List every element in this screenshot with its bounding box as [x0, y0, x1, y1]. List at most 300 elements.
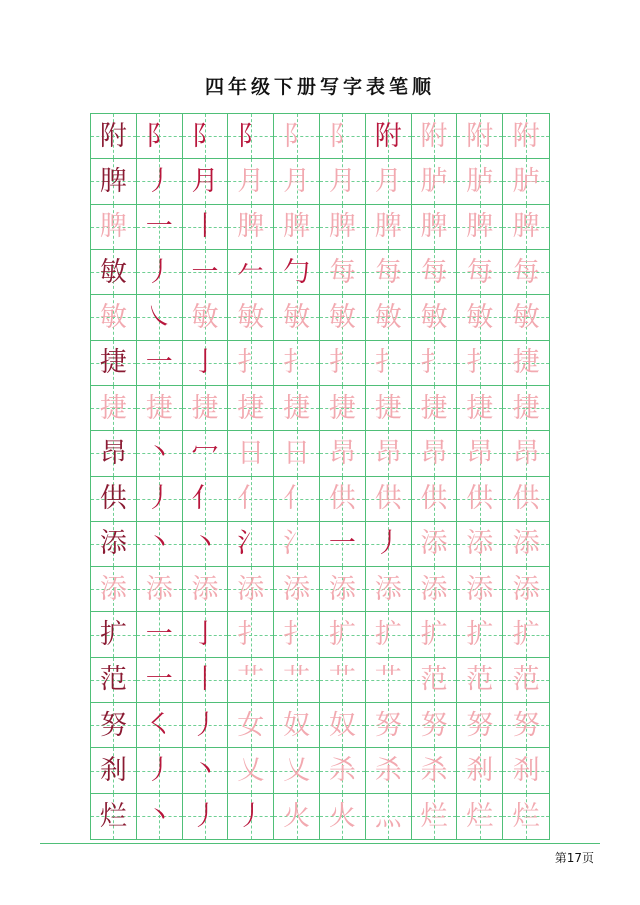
trace-character: 氵 [283, 528, 311, 560]
model-character: 添 [99, 528, 127, 560]
trace-character: 扩 [374, 619, 402, 651]
grid-cell [183, 658, 229, 703]
grid-cell [366, 250, 412, 295]
grid-cell [183, 794, 229, 839]
trace-character: 杀 [420, 755, 448, 787]
trace-character: 捷 [466, 392, 494, 424]
grid-cell [320, 205, 366, 250]
grid-cell [137, 748, 183, 793]
grid-cell [320, 748, 366, 793]
trace-character: 敏 [237, 301, 265, 333]
grid-cell [228, 159, 274, 204]
grid-cell [457, 341, 503, 386]
grid-cell [91, 341, 137, 386]
grid-cell [503, 612, 549, 657]
grid-cell [228, 748, 274, 793]
model-character: 敏 [99, 256, 127, 288]
grid-cell [274, 658, 320, 703]
trace-character: 敏 [99, 301, 127, 333]
grid-cell [503, 431, 549, 476]
grid-cell [91, 295, 137, 340]
grid-cell [320, 703, 366, 748]
stroke-step: 丿 [191, 800, 219, 832]
grid-cell [503, 114, 549, 159]
trace-character: 敏 [512, 301, 540, 333]
trace-character: 捷 [374, 392, 402, 424]
grid-cell [457, 703, 503, 748]
grid-cell [412, 295, 458, 340]
trace-character: 捷 [512, 347, 540, 379]
grid-cell [457, 477, 503, 522]
trace-character: 添 [420, 528, 448, 560]
grid-cell [274, 114, 320, 159]
grid-cell [274, 205, 320, 250]
grid-cell [137, 431, 183, 476]
grid-cell [228, 386, 274, 431]
grid-cell [91, 567, 137, 612]
grid-cell [366, 205, 412, 250]
stroke-step: 丶 [145, 437, 173, 469]
model-character: 扩 [99, 619, 127, 651]
grid-cell [503, 794, 549, 839]
trace-character: 烂 [466, 800, 494, 832]
trace-character: 添 [328, 573, 356, 605]
grid-cell [412, 341, 458, 386]
trace-character: 日 [237, 437, 265, 469]
stroke-step: 丿 [237, 800, 265, 832]
trace-character: 范 [420, 664, 448, 696]
grid-cell [228, 114, 274, 159]
trace-character: 扌 [237, 619, 265, 651]
grid-cell [228, 205, 274, 250]
trace-character: 亻 [237, 483, 265, 515]
grid-cell [274, 341, 320, 386]
stroke-step: 丨 [191, 211, 219, 243]
grid-cell [412, 386, 458, 431]
grid-cell [457, 794, 503, 839]
stroke-step: 丶 [145, 528, 173, 560]
grid-cell [274, 295, 320, 340]
trace-character: 火 [328, 800, 356, 832]
trace-character: 脾 [374, 211, 402, 243]
grid-cell [503, 295, 549, 340]
trace-character: 扌 [420, 347, 448, 379]
footer-divider [40, 843, 600, 844]
grid-cell [457, 567, 503, 612]
trace-character: 敏 [466, 301, 494, 333]
trace-character: 昂 [374, 437, 402, 469]
grid-cell [183, 567, 229, 612]
grid-cell [183, 477, 229, 522]
grid-cell [412, 748, 458, 793]
stroke-step: ㇏ [145, 301, 173, 333]
trace-character: 努 [374, 709, 402, 741]
grid-cell [457, 114, 503, 159]
trace-character: 扌 [283, 619, 311, 651]
grid-cell [412, 159, 458, 204]
trace-character: 每 [374, 256, 402, 288]
grid-cell [320, 250, 366, 295]
grid-cell [366, 341, 412, 386]
model-character: 刹 [99, 755, 127, 787]
trace-character: 添 [283, 573, 311, 605]
trace-character: 努 [512, 709, 540, 741]
grid-cell [228, 612, 274, 657]
stroke-step: ㇛ [145, 709, 173, 741]
grid-cell [91, 431, 137, 476]
grid-cell [320, 477, 366, 522]
grid-cell [91, 205, 137, 250]
trace-character: 杀 [374, 755, 402, 787]
grid-cell [183, 522, 229, 567]
trace-character: 每 [328, 256, 356, 288]
grid-cell [228, 522, 274, 567]
trace-character: 捷 [99, 392, 127, 424]
stroke-step: 阝 [191, 120, 219, 152]
grid-cell [412, 567, 458, 612]
trace-character: 乂 [237, 755, 265, 787]
grid-cell [137, 250, 183, 295]
grid-cell [91, 703, 137, 748]
trace-character: 扩 [420, 619, 448, 651]
trace-character: 捷 [512, 392, 540, 424]
stroke-step: 勹 [283, 256, 311, 288]
stroke-step: 丿 [145, 165, 173, 197]
grid-cell [366, 295, 412, 340]
grid-cell [274, 703, 320, 748]
stroke-step: 𠂉 [237, 256, 265, 288]
grid-cell [457, 748, 503, 793]
grid-cell [320, 386, 366, 431]
trace-character: 扌 [237, 347, 265, 379]
grid-cell [228, 431, 274, 476]
grid-cell [183, 612, 229, 657]
grid-cell [274, 431, 320, 476]
trace-character: 添 [99, 573, 127, 605]
model-character: 努 [99, 709, 127, 741]
grid-cell [137, 658, 183, 703]
trace-character: 供 [512, 483, 540, 515]
trace-character: 月 [237, 165, 265, 197]
grid-cell [137, 794, 183, 839]
grid-cell [320, 431, 366, 476]
trace-character: 添 [466, 528, 494, 560]
grid-cell [91, 159, 137, 204]
trace-character: 扩 [466, 619, 494, 651]
trace-character: 捷 [420, 392, 448, 424]
grid-cell [274, 386, 320, 431]
trace-character: 添 [191, 573, 219, 605]
grid-cell [183, 295, 229, 340]
trace-character: 捷 [237, 392, 265, 424]
stroke-step: 亅 [191, 619, 219, 651]
stroke-order-grid [90, 113, 550, 840]
trace-character: 每 [420, 256, 448, 288]
trace-character: 扌 [466, 347, 494, 379]
grid-cell [412, 205, 458, 250]
trace-character: 每 [512, 256, 540, 288]
trace-character: 火 [283, 800, 311, 832]
grid-cell [137, 567, 183, 612]
trace-character: 烂 [512, 800, 540, 832]
grid-cell [228, 658, 274, 703]
trace-character: 努 [420, 709, 448, 741]
grid-cell [91, 114, 137, 159]
grid-cell [503, 477, 549, 522]
grid-cell [366, 159, 412, 204]
stroke-step: 丿 [374, 528, 402, 560]
trace-character: 添 [374, 573, 402, 605]
trace-character: 烂 [420, 800, 448, 832]
stroke-step: 丿 [191, 709, 219, 741]
page-number: 第17页 [554, 851, 594, 865]
trace-character: 添 [145, 573, 173, 605]
grid-cell [274, 477, 320, 522]
trace-character: 昂 [420, 437, 448, 469]
grid-cell [366, 431, 412, 476]
trace-character: 扌 [374, 347, 402, 379]
trace-character: 努 [466, 709, 494, 741]
trace-character: 昂 [512, 437, 540, 469]
grid-cell [137, 341, 183, 386]
grid-cell [457, 386, 503, 431]
trace-character: 昂 [466, 437, 494, 469]
trace-character: 添 [512, 573, 540, 605]
trace-character: 乂 [283, 755, 311, 787]
trace-character: 月 [328, 165, 356, 197]
grid-cell [183, 114, 229, 159]
grid-cell [228, 794, 274, 839]
grid-cell [228, 567, 274, 612]
grid-cell [137, 522, 183, 567]
grid-cell [137, 159, 183, 204]
grid-cell [320, 159, 366, 204]
grid-cell [457, 658, 503, 703]
grid-cell [274, 794, 320, 839]
trace-character: 脾 [512, 211, 540, 243]
trace-character: 附 [420, 120, 448, 152]
trace-character: 脾 [328, 211, 356, 243]
trace-character: 胪 [512, 165, 540, 197]
grid-cell [503, 205, 549, 250]
grid-cell [320, 612, 366, 657]
grid-cell [183, 748, 229, 793]
grid-cell [503, 386, 549, 431]
stroke-step: 丶 [145, 800, 173, 832]
grid-cell [366, 703, 412, 748]
trace-character: 胪 [466, 165, 494, 197]
grid-cell [412, 250, 458, 295]
trace-character: 昂 [328, 437, 356, 469]
grid-cell [137, 386, 183, 431]
grid-cell [503, 250, 549, 295]
trace-character: 亻 [283, 483, 311, 515]
grid-cell [91, 477, 137, 522]
grid-cell [274, 159, 320, 204]
grid-cell [457, 522, 503, 567]
trace-character: 月 [283, 165, 311, 197]
trace-character: 捷 [191, 392, 219, 424]
trace-character: 添 [237, 573, 265, 605]
trace-character: 敏 [374, 301, 402, 333]
model-character: 供 [99, 483, 127, 515]
grid-cell [457, 431, 503, 476]
trace-character: 扩 [328, 619, 356, 651]
trace-character: 胪 [420, 165, 448, 197]
grid-cell [366, 114, 412, 159]
trace-character: 艹 [283, 664, 311, 696]
grid-cell [457, 612, 503, 657]
trace-character: 捷 [328, 392, 356, 424]
grid-cell [91, 794, 137, 839]
trace-character: 女 [237, 709, 265, 741]
trace-character: 脾 [283, 211, 311, 243]
trace-character: 每 [466, 256, 494, 288]
model-character: 捷 [99, 347, 127, 379]
grid-cell [503, 567, 549, 612]
trace-character: 供 [374, 483, 402, 515]
trace-character: 供 [420, 483, 448, 515]
grid-cell [228, 477, 274, 522]
grid-cell [274, 250, 320, 295]
stroke-step: 亻 [191, 483, 219, 515]
trace-character: 脾 [237, 211, 265, 243]
grid-cell [91, 522, 137, 567]
grid-cell [91, 748, 137, 793]
grid-cell [366, 794, 412, 839]
trace-character: 灬 [374, 800, 402, 832]
stroke-step: 一 [145, 664, 173, 696]
grid-cell [183, 341, 229, 386]
stroke-step: 一 [328, 528, 356, 560]
trace-character: 敏 [328, 301, 356, 333]
grid-cell [320, 794, 366, 839]
trace-character: 艹 [374, 664, 402, 696]
trace-character: 附 [512, 120, 540, 152]
grid-cell [228, 341, 274, 386]
trace-character: 添 [466, 573, 494, 605]
grid-cell [228, 295, 274, 340]
trace-character: 月 [374, 165, 402, 197]
trace-character: 扌 [328, 347, 356, 379]
grid-cell [412, 431, 458, 476]
stroke-step: 一 [191, 256, 219, 288]
grid-cell [412, 658, 458, 703]
grid-cell [366, 748, 412, 793]
model-character: 脾 [99, 165, 127, 197]
grid-cell [320, 114, 366, 159]
stroke-step: 一 [145, 211, 173, 243]
grid-cell [412, 114, 458, 159]
grid-cell [412, 612, 458, 657]
stroke-step: 丶 [191, 528, 219, 560]
trace-character: 艹 [237, 664, 265, 696]
stroke-step: 氵 [237, 528, 265, 560]
grid-cell [366, 567, 412, 612]
trace-character: 阝 [283, 120, 311, 152]
grid-cell [274, 748, 320, 793]
trace-character: 附 [466, 120, 494, 152]
trace-character: 敏 [283, 301, 311, 333]
grid-cell [457, 250, 503, 295]
trace-character: 日 [283, 437, 311, 469]
grid-cell [503, 522, 549, 567]
stroke-step: 一 [145, 619, 173, 651]
trace-character: 添 [512, 528, 540, 560]
grid-cell [366, 477, 412, 522]
grid-cell [320, 522, 366, 567]
grid-cell [412, 794, 458, 839]
page-title: 四年级下册写字表笔顺 [204, 76, 435, 98]
model-character: 烂 [99, 800, 127, 832]
grid-cell [366, 522, 412, 567]
trace-character: 阝 [328, 120, 356, 152]
trace-character: 艹 [328, 664, 356, 696]
model-character: 附 [99, 120, 127, 152]
grid-cell [137, 703, 183, 748]
model-character: 范 [99, 664, 127, 696]
trace-character: 奴 [283, 709, 311, 741]
grid-cell [137, 612, 183, 657]
trace-character: 脾 [99, 211, 127, 243]
grid-cell [503, 159, 549, 204]
grid-cell [366, 386, 412, 431]
grid-cell [412, 477, 458, 522]
stroke-step: 丿 [145, 755, 173, 787]
grid-cell [137, 295, 183, 340]
stroke-step: 冖 [191, 437, 219, 469]
grid-cell [320, 658, 366, 703]
grid-cell [183, 159, 229, 204]
grid-cell [228, 250, 274, 295]
stroke-step: 丨 [191, 664, 219, 696]
stroke-step: 丿 [145, 483, 173, 515]
trace-character: 扩 [512, 619, 540, 651]
grid-cell [228, 703, 274, 748]
stroke-step: 亅 [191, 347, 219, 379]
model-character: 昂 [99, 437, 127, 469]
trace-character: 脾 [466, 211, 494, 243]
grid-cell [503, 341, 549, 386]
grid-cell [137, 114, 183, 159]
grid-cell [366, 658, 412, 703]
grid-cell [91, 658, 137, 703]
grid-cell [91, 386, 137, 431]
grid-cell [137, 205, 183, 250]
stroke-step: 阝 [237, 120, 265, 152]
trace-character: 添 [420, 573, 448, 605]
stroke-step: 一 [145, 347, 173, 379]
trace-character: 敏 [420, 301, 448, 333]
grid-cell [183, 703, 229, 748]
grid-cell [320, 567, 366, 612]
grid-cell [320, 341, 366, 386]
grid-cell [274, 612, 320, 657]
trace-character: 奴 [328, 709, 356, 741]
grid-cell [457, 159, 503, 204]
trace-character: 脾 [420, 211, 448, 243]
stroke-step: 月 [191, 165, 219, 197]
trace-character: 范 [466, 664, 494, 696]
grid-cell [274, 522, 320, 567]
trace-character: 刹 [512, 755, 540, 787]
grid-cell [320, 295, 366, 340]
grid-cell [366, 612, 412, 657]
stroke-step: 丶 [191, 755, 219, 787]
trace-character: 扌 [283, 347, 311, 379]
stroke-step: 丿 [145, 256, 173, 288]
trace-character: 敏 [191, 301, 219, 333]
